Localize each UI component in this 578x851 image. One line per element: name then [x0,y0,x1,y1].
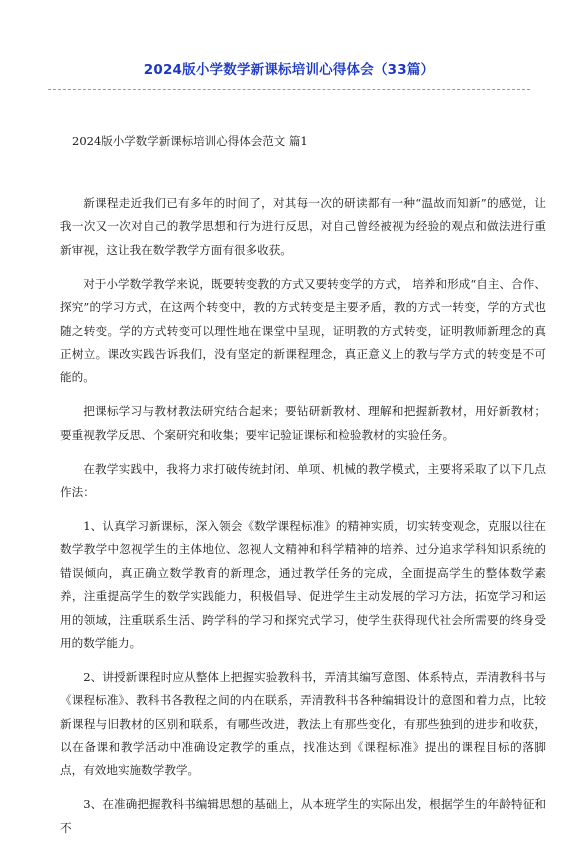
paragraph: 把课标学习与教材教法研究结合起来；要钻研新教材、理解和把握新教材，用好新教材；要重视教学反思、个案研究和收集；要牢记验证课标和检验教材的实验任务。 [60,404,546,442]
title-divider [48,89,530,90]
paragraph: 新课程走近我们已有多年的时间了，对其每一次的研读都有一种“温故而知新”的感觉，让我一次又一次对自己的教学思想和行为进行反思，对自己曾经被视为经验的观点和做法进行重新审视，这让我在数学教学方面有很多收获。 [60,196,546,257]
paragraph: 在教学实践中，我将力求打破传统封闭、单项、机械的教学模式，主要将采取了以下几点作法： [60,461,546,499]
paragraph: 3、在准确把握教科书编辑思想的基础上，从本班学生的实际出发，根据学生的年龄特征和不 [60,797,546,835]
paragraph: 1、认真学习新课标，深入领会《数学课程标准》的精神实质，切实转变观念，克服以往在数学教学中忽视学生的主体地位、忽视人文精神和科学精神的培养、过分追求学科知识系统的错误倾向，真正确立数学教育的新理念，通过教学任务的完成，全面提高学生的整体数学素养，注重提高学生的数学实践能力，积极倡导、促进学生主动发展的学习方法，拓宽学习和运用的领域，注重联系生活、跨学科的学习和探究式学习，使学生获得现代社会所需要的终身受用的数学能力。 [60,518,546,650]
section-heading: 2024版小学数学新课标培训心得体会范文 篇1 [72,134,308,148]
document-title: 2024版小学数学新课标培训心得体会（33篇） [143,62,435,78]
document-body [60,192,546,851]
paragraph: 对于小学数学教学来说，既要转变教的方式又要转变学的方式， 培养和形成“自主、合作、探究”的学习方式，在这两个转变中，教的方式转变是主要矛盾，教的方式一转变，学的方式也随之转变。学的方式转变可以理性地在课堂中呈现，证明教的方式转变，证明教师新理念的真正树立。课改实践告诉我们，没有坚定的新课程理念，真正意义上的教与学方式的转变是不可能的。 [60,276,546,385]
paragraph: 2、讲授新课程时应从整体上把握实验教科书，弄清其编写意图、体系特点，弄清教科书与《课程标准》、教科书各教程之间的内在联系，弄清教科书各种编辑设计的意图和着力点，比较新课程与旧教材的区别和联系，有哪些改进，教法上有那些变化，有那些独到的进步和收获，以在备课和教学活动中准确设定教学的重点，找准达到《课程标准》提出的课程目标的落脚点，有效地实施数学教学。 [60,669,546,778]
